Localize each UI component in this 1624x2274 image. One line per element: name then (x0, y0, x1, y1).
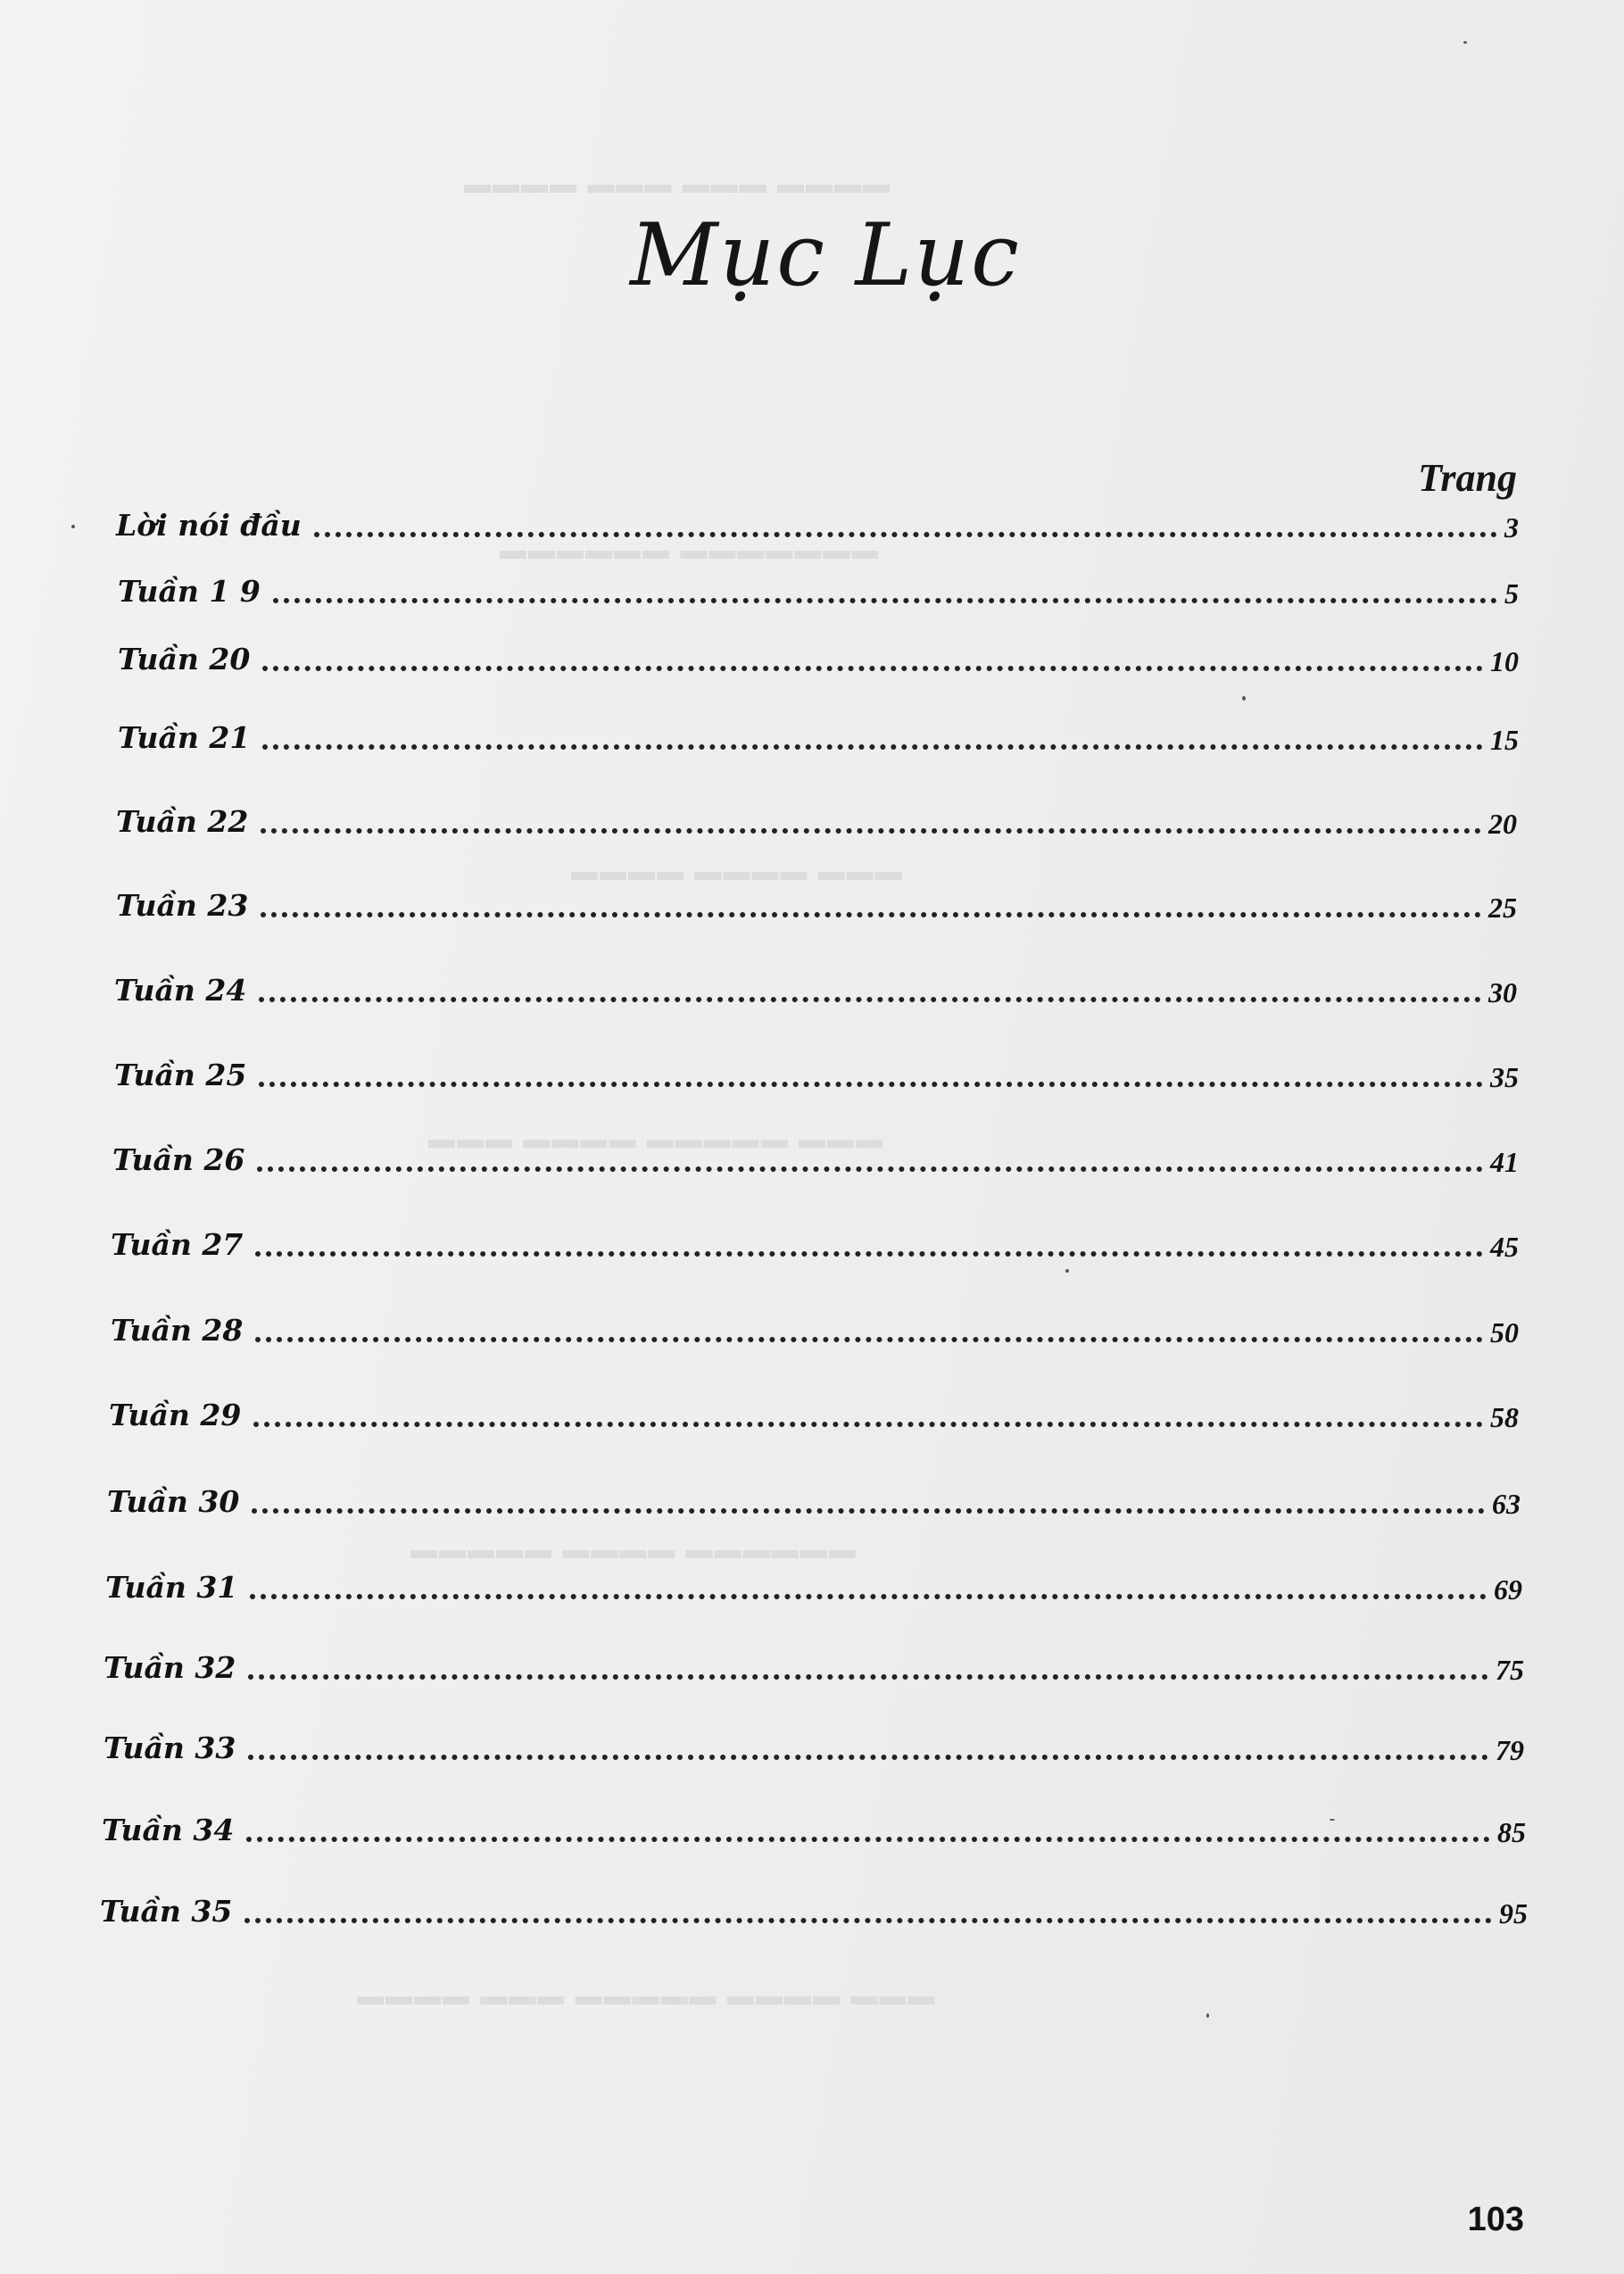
toc-entry[interactable] (105, 1564, 1522, 1608)
toc-entry[interactable] (118, 714, 1519, 759)
toc-entry[interactable] (116, 882, 1517, 926)
toc-entry-page: 50 (1490, 1316, 1519, 1349)
show-through-shadow: ▬▬▬▬ ▬▬▬ ▬▬▬ ▬▬▬▬ (464, 170, 892, 199)
dot-leader (250, 1594, 1487, 1599)
dot-leader (262, 744, 1483, 750)
dot-leader (255, 1251, 1483, 1257)
toc-entry-label: Lời nói đầu (116, 508, 302, 543)
toc-entry-page: 20 (1488, 808, 1517, 840)
toc-entry[interactable] (104, 1644, 1524, 1689)
dot-leader (246, 1837, 1490, 1842)
scan-speck (1242, 696, 1246, 701)
toc-entry-page: 63 (1492, 1488, 1520, 1520)
toc-entry-label: Tuần 20 (118, 642, 251, 676)
toc-entry-page: 79 (1496, 1734, 1524, 1766)
toc-entry-page: 25 (1488, 892, 1517, 924)
toc-entry-page: 15 (1490, 724, 1519, 756)
toc-entry-label: Tuần 31 (105, 1570, 238, 1605)
dot-leader (259, 1082, 1483, 1087)
toc-entry-label: Tuần 35 (100, 1894, 233, 1929)
page-number: 103 (1467, 2201, 1524, 2238)
toc-entry-page: 3 (1504, 511, 1519, 544)
toc-entry[interactable] (118, 568, 1519, 612)
toc-entry[interactable] (116, 798, 1517, 842)
dot-leader (253, 1422, 1483, 1427)
page-title: Mục Lục (630, 205, 1021, 305)
toc-entry[interactable] (118, 635, 1519, 680)
dot-leader (252, 1508, 1485, 1514)
toc-entry-label: Tuần 26 (112, 1142, 245, 1177)
toc-entry-page: 5 (1504, 577, 1519, 610)
toc-entry[interactable] (100, 1888, 1528, 1932)
toc-entry-page: 45 (1490, 1231, 1519, 1263)
scan-speck (1065, 1269, 1069, 1273)
page-column-header: Trang (1418, 456, 1517, 500)
toc-entry-page: 30 (1488, 976, 1517, 1008)
dot-leader (255, 1337, 1483, 1342)
toc-entry-label: Tuần 28 (111, 1313, 244, 1348)
dot-leader (261, 828, 1481, 834)
toc-entry[interactable] (111, 1307, 1519, 1351)
toc-entry-page: 85 (1497, 1816, 1526, 1848)
scan-speck (1330, 1819, 1335, 1821)
show-through-shadow: ▬▬▬▬ ▬▬▬▬ ▬▬▬ (571, 857, 904, 886)
toc-entry[interactable] (109, 1391, 1519, 1436)
dot-leader (262, 666, 1483, 671)
toc-entry-label: Tuần 1 9 (118, 574, 261, 609)
toc-entry-page: 41 (1490, 1146, 1519, 1178)
scan-speck (1463, 41, 1467, 44)
toc-entry-page: 95 (1499, 1897, 1528, 1930)
toc-entry-label: Tuần 24 (114, 973, 247, 1008)
dot-leader (261, 912, 1481, 917)
toc-entry-label: Tuần 25 (114, 1058, 247, 1092)
toc-entry-label: Tuần 27 (111, 1227, 244, 1262)
scan-speck (71, 525, 75, 528)
toc-entry-label: Tuần 34 (102, 1813, 235, 1847)
toc-entry[interactable] (116, 502, 1519, 546)
toc-entry-label: Tuần 33 (104, 1730, 236, 1765)
toc-entry-page: 10 (1490, 645, 1519, 677)
toc-entry-page: 75 (1496, 1654, 1524, 1686)
show-through-shadow: ▬▬▬▬▬▬ ▬▬▬▬▬▬▬ (500, 535, 881, 565)
dot-leader (257, 1166, 1483, 1172)
dot-leader (244, 1918, 1492, 1923)
show-through-shadow: ▬▬▬▬ ▬▬▬ ▬▬▬▬▬ ▬▬▬▬ ▬▬▬ (357, 1981, 937, 2011)
show-through-shadow: ▬▬▬▬▬ ▬▬▬▬ ▬▬▬▬▬▬ (410, 1535, 858, 1564)
toc-entry[interactable] (112, 1136, 1519, 1181)
toc-entry-page: 58 (1490, 1401, 1519, 1433)
toc-entry-label: Tuần 29 (109, 1398, 242, 1432)
show-through-shadow: ▬▬▬ ▬▬▬▬ ▬▬▬▬▬ ▬▬▬ (428, 1125, 885, 1154)
toc-entry[interactable] (102, 1806, 1526, 1851)
toc-entry-label: Tuần 23 (116, 888, 249, 923)
toc-entry[interactable] (111, 1221, 1519, 1266)
toc-entry[interactable] (114, 967, 1517, 1011)
dot-leader (259, 997, 1481, 1002)
toc-entry-label: Tuần 32 (104, 1650, 236, 1685)
toc-entry[interactable] (114, 1051, 1519, 1096)
toc-entry-label: Tuần 30 (107, 1484, 240, 1519)
dot-leader (248, 1674, 1488, 1680)
toc-entry-label: Tuần 22 (116, 804, 249, 839)
dot-leader (273, 598, 1497, 603)
toc-entry-label: Tuần 21 (118, 720, 251, 755)
toc-entry[interactable] (104, 1724, 1524, 1769)
toc-entry[interactable] (107, 1478, 1520, 1523)
scan-speck (1206, 2013, 1209, 2018)
dot-leader (248, 1755, 1488, 1760)
dot-leader (314, 532, 1497, 537)
toc-entry-page: 35 (1490, 1061, 1519, 1093)
toc-entry-page: 69 (1494, 1573, 1522, 1606)
